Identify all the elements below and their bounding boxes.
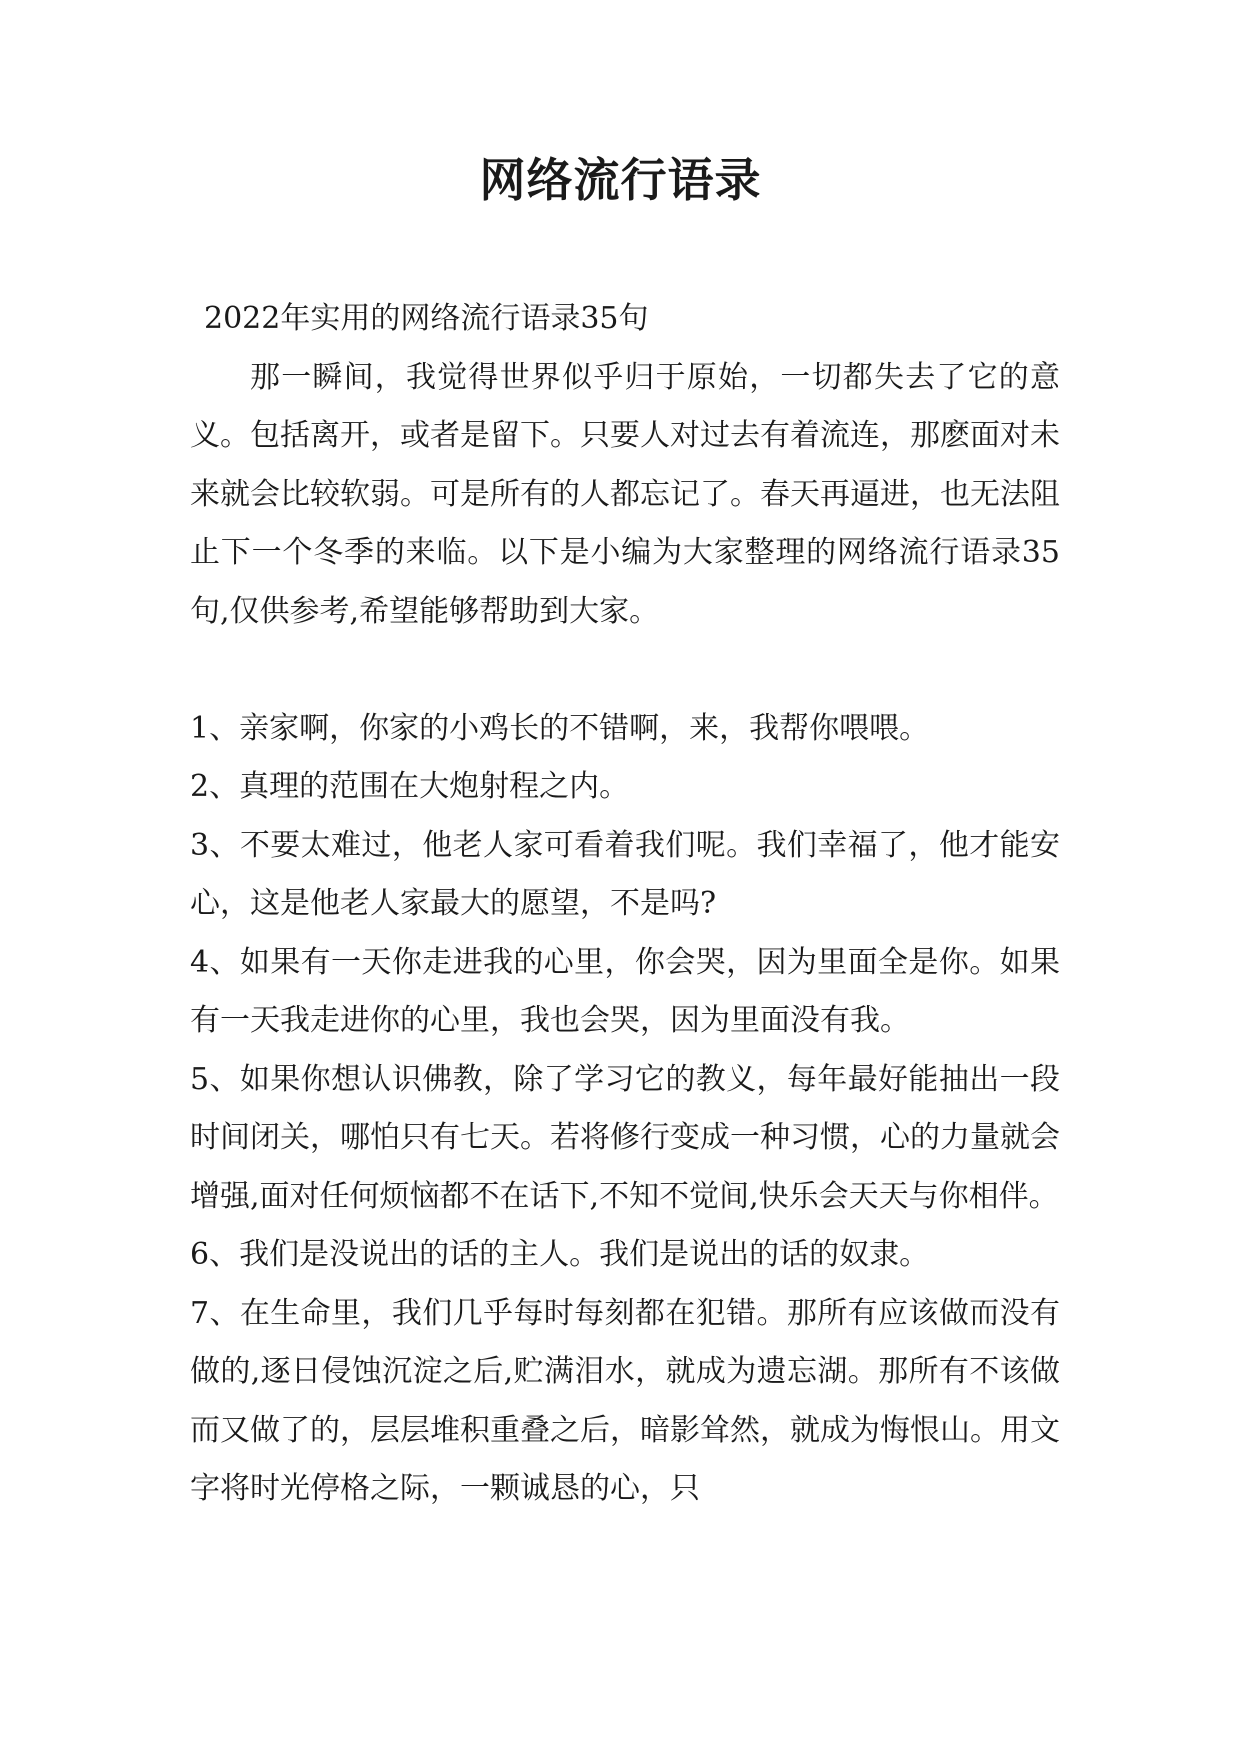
list-item: 3、不要太难过，他老人家可看着我们呢。我们幸福了，他才能安心，这是他老人家最大的愿望，不是吗? (190, 827, 1060, 921)
list-item: 2、真理的范围在大炮射程之内。 (190, 769, 630, 804)
intro-paragraph: 那一瞬间，我觉得世界似乎归于原始，一切都失去了它的意义。包括离开，或者是留下。只要人对过去有着流连，那麽面对未来就会比较软弱。可是所有的人都忘记了。春天再逼进，也无法阻止下一个冬季的来临。以下是小编为大家整理的网络流行语录35句,仅供参考,希望能够帮助到大家。 (190, 359, 1060, 629)
list-item: 4、如果有一天你走进我的心里，你会哭，因为里面全是你。如果有一天我走进你的心里，我也会哭，因为里面没有我。 (190, 944, 1060, 1038)
document-body (190, 290, 1060, 1519)
list-item: 1、亲家啊，你家的小鸡长的不错啊，来，我帮你喂喂。 (190, 710, 930, 746)
paragraph-spacer (190, 641, 1060, 700)
document-subtitle: 2022年实用的网络流行语录35句 (204, 301, 649, 336)
list-item: 6、我们是没说出的话的主人。我们是说出的话的奴隶。 (190, 1237, 930, 1272)
document-title: 网络流行语录 (479, 153, 762, 207)
list-item: 5、如果你想认识佛教，除了学习它的教义，每年最好能抽出一段时间闭关，哪怕只有七天。若将修行变成一种习惯，心的力量就会增强,面对任何烦恼都不在话下,不知不觉间,快乐会天天与你相伴。 (190, 1061, 1060, 1214)
list-item: 7、在生命里，我们几乎每时每刻都在犯错。那所有应该做而没有做的,逐日侵蚀沉淀之后,贮满泪水，就成为遗忘湖。那所有不该做而又做了的，层层堆积重叠之后，暗影耸然，就成为悔恨山。用文字将时光停格之际，一颗诚恳的心，只 (190, 1295, 1060, 1506)
